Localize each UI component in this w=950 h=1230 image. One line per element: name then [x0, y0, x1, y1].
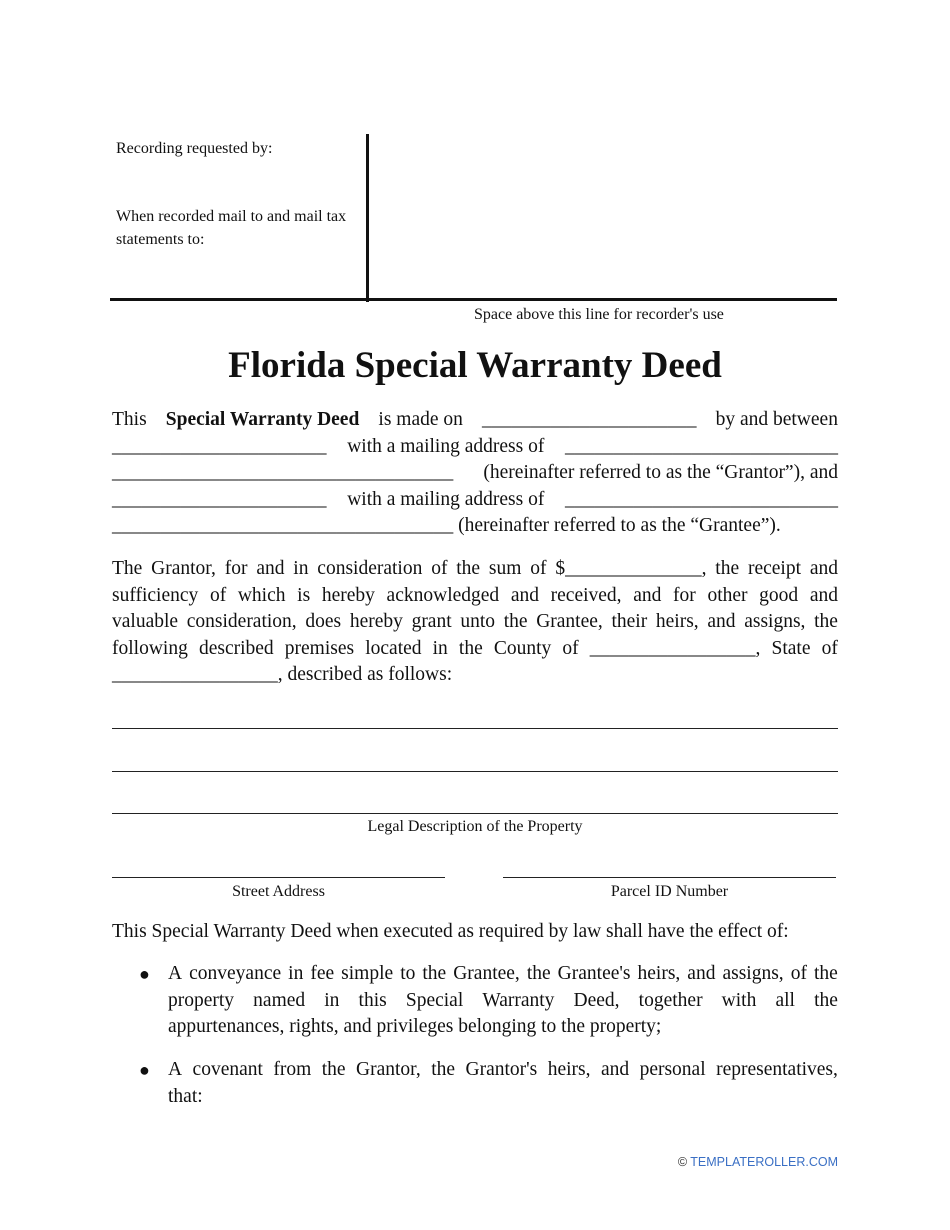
word: this — [358, 989, 387, 1011]
grantor-address-blank-cont: ___________________________________ — [112, 462, 454, 484]
word: is — [297, 584, 311, 606]
recorder-divider-horizontal — [110, 298, 837, 301]
word: premises — [284, 637, 355, 659]
word: conveyance — [189, 963, 282, 984]
word: the — [458, 637, 483, 659]
consideration-line — [112, 609, 838, 636]
word: unto — [460, 611, 495, 633]
bullet-line — [168, 1057, 838, 1084]
word: the — [321, 1059, 346, 1080]
mail-to-label — [116, 205, 346, 251]
intro-by-and-between: by and between — [715, 409, 838, 430]
intro-line — [112, 513, 838, 540]
word: in — [288, 963, 304, 984]
word: simple — [341, 963, 394, 984]
bullet-line: appurtenances, rights, and privileges belonging to the property; — [168, 1016, 662, 1038]
intro-this: This — [112, 409, 147, 430]
word: Grantee, — [453, 963, 520, 984]
word: consideration, — [186, 611, 297, 633]
word: hereby — [321, 584, 375, 606]
street-address-caption: Street Address — [232, 883, 325, 900]
grantee-address-blank-cont: ___________________________________ — [112, 515, 454, 537]
word: assigns, — [744, 611, 806, 633]
word: the — [813, 963, 838, 984]
word: fee — [310, 963, 335, 984]
word: The — [112, 558, 143, 579]
word: following — [112, 637, 188, 659]
word: good — [759, 584, 799, 606]
word: State — [771, 637, 811, 659]
mail-to-label-line: statements to: — [116, 231, 205, 248]
word: Grantor, — [151, 558, 216, 579]
word: other — [707, 584, 748, 606]
word: named — [253, 989, 306, 1011]
intro-line — [112, 460, 838, 487]
word: Special — [405, 989, 464, 1011]
word: sufficiency — [112, 584, 199, 606]
word: _________________, — [589, 637, 761, 659]
bullet-covenant — [168, 1057, 838, 1110]
word: heirs, — [637, 963, 681, 984]
grantee-name-blank: ______________________ — [112, 488, 327, 510]
word: of — [209, 584, 227, 606]
word: heirs, — [547, 1059, 591, 1080]
grantor-address-blank: ____________________________ — [565, 435, 838, 457]
word: acknowledged — [386, 584, 500, 606]
bullet-icon: ● — [139, 1060, 150, 1080]
word: described — [198, 637, 274, 659]
word: the — [431, 1059, 456, 1080]
intro-line — [112, 434, 838, 461]
word: hereby — [349, 611, 403, 633]
word: the — [814, 611, 838, 633]
parcel-id-caption: Parcel ID Number — [610, 883, 729, 900]
word: all — [775, 989, 795, 1011]
word: covenant — [192, 1059, 263, 1080]
word: heirs, — [655, 611, 699, 633]
word: sum — [488, 558, 522, 579]
word: valuable — [112, 611, 179, 633]
recording-requested-label: Recording requested by: — [116, 140, 273, 157]
word: property — [168, 989, 235, 1011]
grantee-address-blank: ____________________________ — [565, 488, 838, 510]
word: the — [715, 558, 740, 579]
intro-paragraph — [112, 407, 838, 540]
word: in — [432, 637, 448, 659]
deed-type-bold: Special Warranty Deed — [165, 409, 360, 430]
word: and — [600, 1059, 630, 1080]
mail-to-label-line: When recorded mail to and mail tax — [116, 208, 347, 225]
word: and — [809, 584, 838, 606]
word: and — [687, 963, 716, 984]
bullet-icon: ● — [139, 964, 150, 984]
word: the — [526, 963, 551, 984]
bullet-line — [168, 988, 838, 1015]
word: the — [503, 611, 528, 633]
street-address-line — [112, 877, 445, 878]
word: Warranty — [482, 989, 555, 1011]
word: A — [168, 963, 183, 984]
recorder-use-note: Space above this line for recorder's use — [474, 306, 724, 323]
word: Grantee's — [557, 963, 631, 984]
intro-line — [112, 487, 838, 514]
intro-line — [112, 407, 838, 434]
word: Grantor's — [465, 1059, 538, 1080]
word: of — [530, 558, 547, 579]
word: grant — [411, 611, 452, 633]
word: to — [400, 963, 416, 984]
word: located — [365, 637, 422, 659]
word: of — [790, 963, 807, 984]
legal-description-line — [112, 771, 838, 772]
footer-watermark — [678, 1155, 838, 1169]
word: and — [256, 558, 285, 579]
word: their — [611, 611, 648, 633]
word: from — [273, 1059, 312, 1080]
word: which — [237, 584, 286, 606]
word: in — [324, 989, 340, 1011]
word: and — [707, 611, 736, 633]
word: for — [224, 558, 248, 579]
consideration-paragraph — [112, 556, 838, 689]
word: Grantor, — [356, 1059, 421, 1080]
consideration-line — [112, 556, 838, 583]
word: for — [673, 584, 696, 606]
word: and — [510, 584, 539, 606]
word: County — [493, 637, 552, 659]
templateroller-link[interactable]: TEMPLATEROLLER.COM — [690, 1155, 838, 1169]
word: representatives, — [716, 1059, 838, 1080]
word: together — [638, 989, 703, 1011]
word: Deed, — [573, 989, 620, 1011]
bullet-conveyance — [168, 961, 838, 1041]
date-blank: ______________________ — [481, 409, 697, 430]
copyright-symbol: © — [677, 1155, 688, 1169]
intro-made-on: is made on — [378, 409, 463, 430]
consideration-line: _________________, described as follows: — [112, 664, 453, 686]
word: with — [721, 989, 757, 1011]
word: the — [456, 558, 481, 579]
word: assigns, — [722, 963, 784, 984]
word: in — [293, 558, 309, 579]
consideration-line — [112, 583, 838, 610]
grantee-definition-text: (hereinafter referred to as the “Grantee”). — [458, 515, 781, 537]
legal-description-line — [112, 728, 838, 729]
word: A — [168, 1059, 183, 1080]
word: Grantee, — [536, 611, 603, 633]
word: does — [305, 611, 342, 633]
word: personal — [639, 1059, 706, 1080]
word: of — [562, 637, 579, 659]
bullet-line: that: — [168, 1085, 203, 1107]
word: and — [809, 558, 838, 579]
word: the — [814, 989, 838, 1011]
word: receipt — [747, 558, 801, 579]
word: of — [821, 637, 838, 659]
word: $______________, — [555, 558, 707, 579]
word: received, — [550, 584, 622, 606]
mailing-address-text: with a mailing address of — [347, 435, 545, 457]
recorder-divider-vertical — [366, 134, 369, 302]
word: the — [422, 963, 447, 984]
grantor-name-blank: ______________________ — [112, 435, 327, 457]
effect-intro: This Special Warranty Deed when executed as required by law shall have the effect of: — [112, 921, 789, 942]
parcel-id-line — [503, 877, 836, 878]
legal-description-line — [112, 813, 838, 814]
legal-description-caption: Legal Description of the Property — [367, 818, 583, 835]
word: and — [633, 584, 662, 606]
word: consideration — [317, 558, 423, 579]
mailing-address-text: with a mailing address of — [347, 488, 545, 510]
consideration-line — [112, 636, 838, 663]
bullet-line — [168, 961, 838, 988]
word: of — [431, 558, 448, 579]
page-title: Florida Special Warranty Deed — [228, 345, 722, 386]
grantor-definition-text: (hereinafter referred to as the “Grantor”), and — [483, 462, 838, 484]
